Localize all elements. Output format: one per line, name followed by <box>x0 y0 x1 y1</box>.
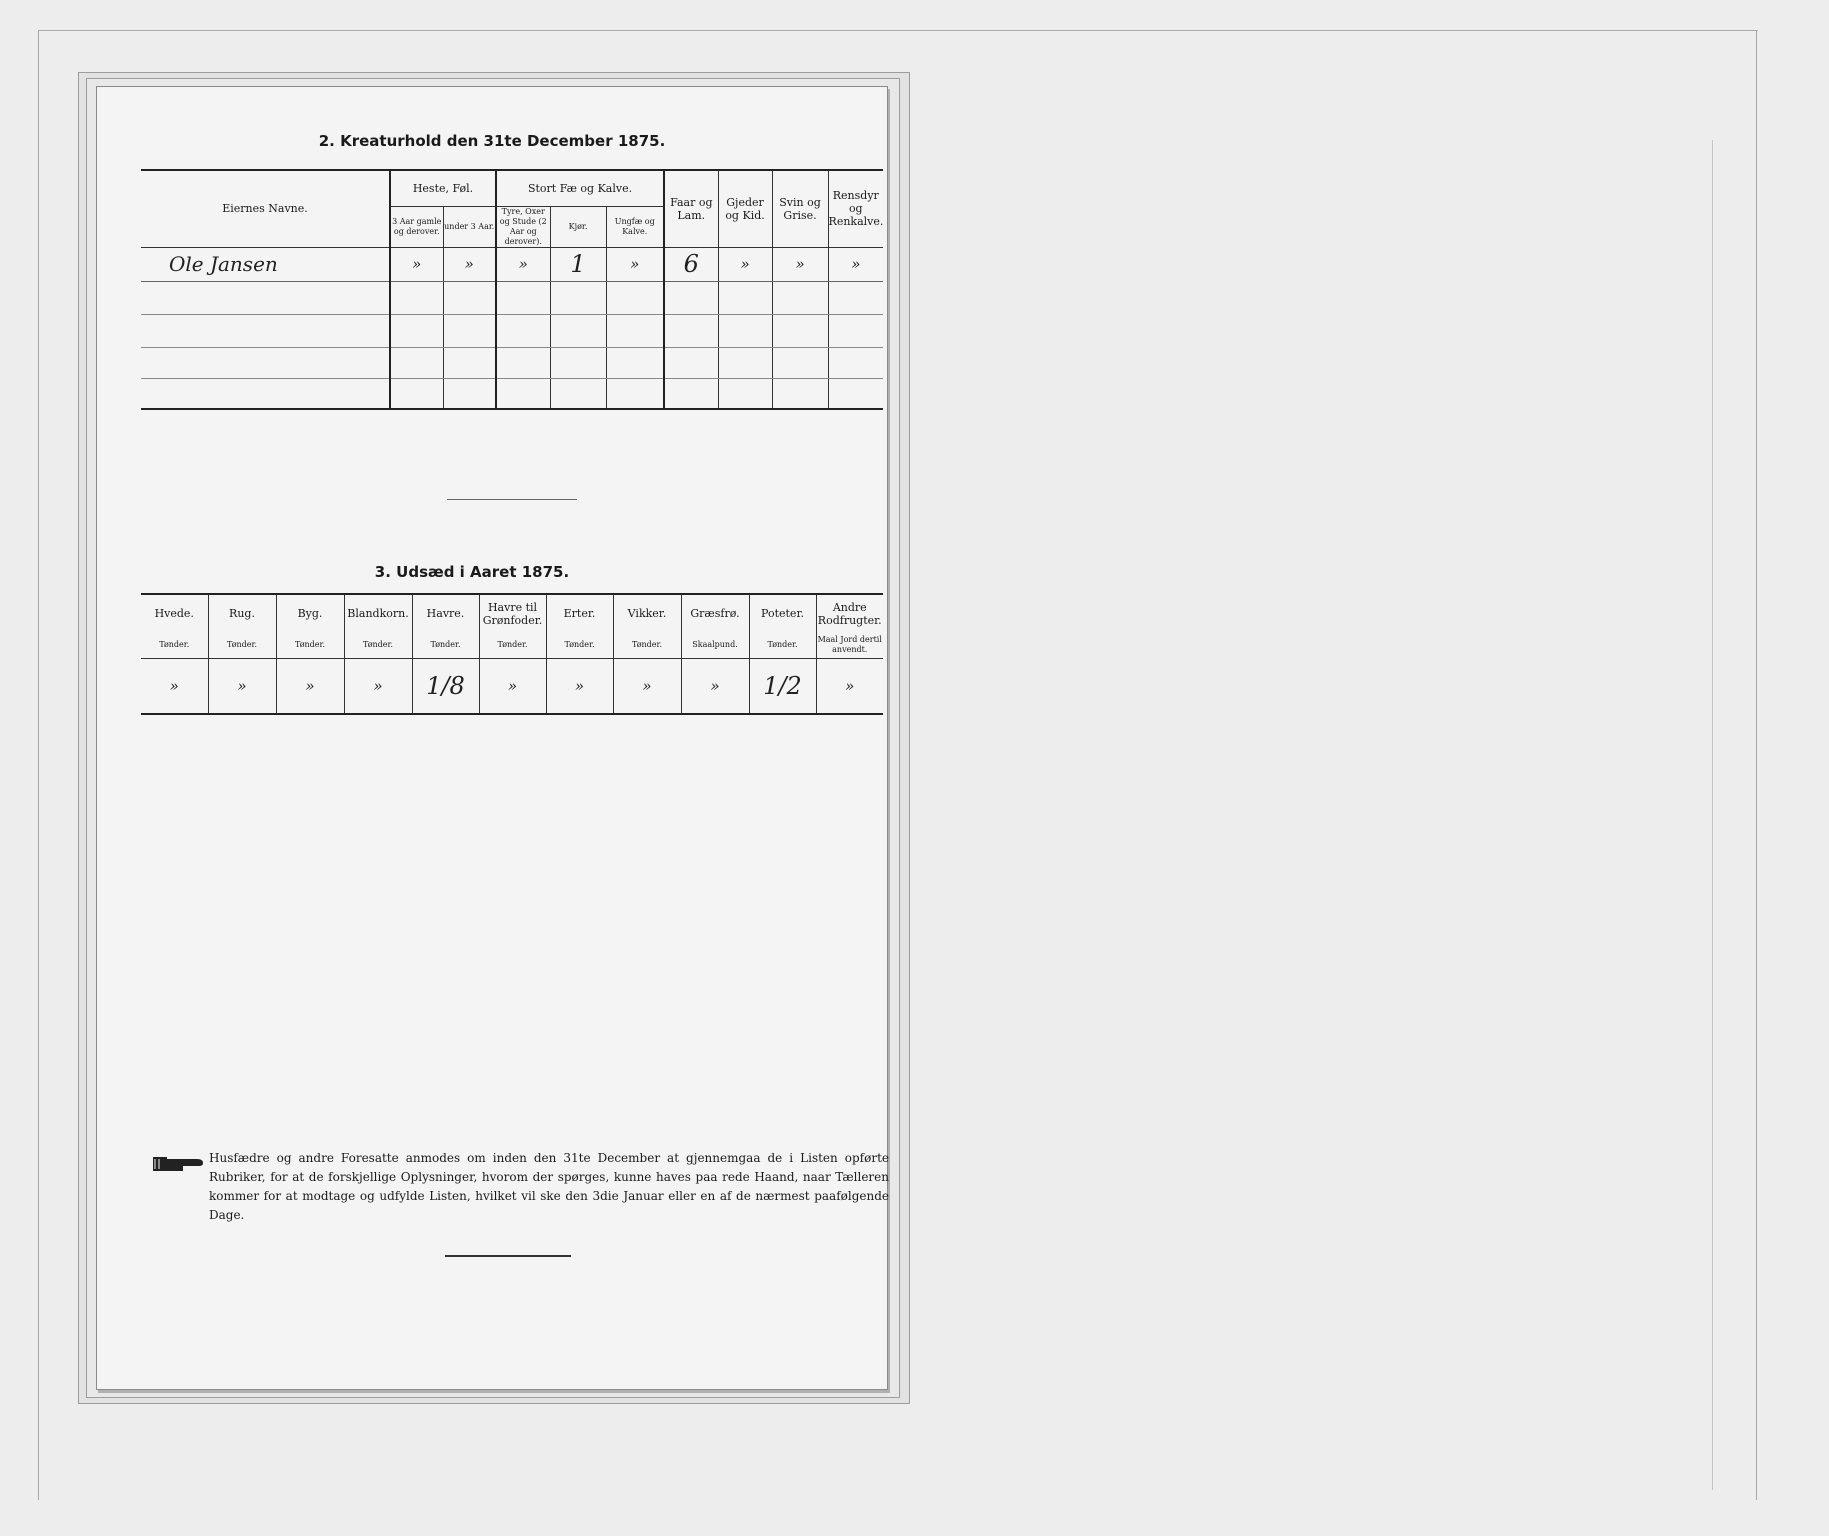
page-end-rule <box>445 1255 571 1257</box>
cows-value: 1 <box>550 247 606 281</box>
peas-header: Erter. <box>546 594 613 632</box>
reindeer-value: » <box>828 247 883 281</box>
barley-value: » <box>276 658 344 714</box>
horses-old-header: 3 Aar gamle og derover. <box>390 206 443 247</box>
mixed-grain-unit: Tønder. <box>344 632 412 658</box>
barley-header: Byg. <box>276 594 344 632</box>
sheep-value: 6 <box>664 247 718 281</box>
green-fodder-header: Havre til Grønfoder. <box>479 594 546 632</box>
owner-header: Eiernes Navne. <box>141 170 390 247</box>
cattle-header: Stort Fæ og Kalve. <box>496 170 664 206</box>
wheat-unit: Tønder. <box>141 632 208 658</box>
sheep-header: Faar og Lam. <box>664 170 718 247</box>
vetch-header: Vikker. <box>613 594 681 632</box>
grass-seed-unit: Skaalpund. <box>681 632 749 658</box>
grass-seed-value: » <box>681 658 749 714</box>
pointing-hand-icon <box>153 1153 205 1175</box>
vetch-value: » <box>613 658 681 714</box>
section2-title: 2. Kreaturhold den 31te December 1875. <box>318 132 666 150</box>
green-fodder-value: » <box>479 658 546 714</box>
root-crops-value: » <box>816 658 883 714</box>
mixed-grain-value: » <box>344 658 412 714</box>
wheat-header: Hvede. <box>154 607 194 620</box>
rye-value: » <box>208 658 276 714</box>
section-divider <box>447 499 577 500</box>
scan-edge-right <box>1756 30 1757 1500</box>
empty-row <box>141 314 883 347</box>
goats-header: Gjeder og Kid. <box>718 170 772 247</box>
empty-row <box>141 378 883 409</box>
oats-unit: Tønder. <box>412 632 479 658</box>
oats-value: 1/8 <box>412 658 479 714</box>
pigs-header: Svin og Grise. <box>772 170 828 247</box>
potatoes-header: Poteter. <box>749 594 816 632</box>
peas-unit: Tønder. <box>546 632 613 658</box>
livestock-table <box>141 169 883 410</box>
section3-title: 3. Udsæd i Aaret 1875. <box>374 563 570 581</box>
goats-value: » <box>718 247 772 281</box>
vetch-unit: Tønder. <box>613 632 681 658</box>
pigs-value: » <box>772 247 828 281</box>
seed-table <box>141 593 883 715</box>
potatoes-value: 1/2 <box>749 658 816 714</box>
scan-edge-top <box>38 30 1758 31</box>
bulls-value: » <box>496 247 550 281</box>
horses-young-value: » <box>443 247 496 281</box>
wheat-value: » <box>169 676 179 695</box>
oats-header: Havre. <box>412 594 479 632</box>
potatoes-unit: Tønder. <box>749 632 816 658</box>
bulls-header: Tyre, Oxer og Stude (2 Aar og derover). <box>496 206 550 247</box>
calves-value: » <box>606 247 664 281</box>
grass-seed-header: Græsfrø. <box>681 594 749 632</box>
horses-young-header: under 3 Aar. <box>443 206 496 247</box>
root-crops-header: Andre Rodfrugter. <box>816 594 883 632</box>
census-page <box>96 86 888 1390</box>
cows-header: Kjør. <box>550 206 606 247</box>
root-crops-unit: Maal Jord dertil anvendt. <box>816 632 883 658</box>
owner-name: Ole Jansen <box>141 247 390 281</box>
green-fodder-unit: Tønder. <box>479 632 546 658</box>
barley-unit: Tønder. <box>276 632 344 658</box>
scan-edge-left <box>38 30 39 1500</box>
horses-old-value: » <box>390 247 443 281</box>
instructions-notice: Husfædre og andre Foresatte anmodes om inden den 31te December at gjennemgaa de i Listen opførte Rubriker, for at de forskjellige Oplysninger, hvorom der spørges, kunne haves paa rede Haand, naar Tælleren kommer for at modtage og udfylde Listen, hvilket vil ske den 3die Januar eller en af de nærmest paafølgende Dage. <box>209 1151 889 1222</box>
reindeer-header: Rensdyr og Renkalve. <box>828 170 883 247</box>
empty-row <box>141 347 883 378</box>
calves-header: Ungfæ og Kalve. <box>606 206 664 247</box>
horses-header: Heste, Føl. <box>390 170 496 206</box>
rye-header: Rug. <box>208 594 276 632</box>
mixed-grain-header: Blandkorn. <box>344 594 412 632</box>
scan-edge-right-inner <box>1712 140 1713 1490</box>
peas-value: » <box>546 658 613 714</box>
empty-row <box>141 281 883 314</box>
rye-unit: Tønder. <box>208 632 276 658</box>
